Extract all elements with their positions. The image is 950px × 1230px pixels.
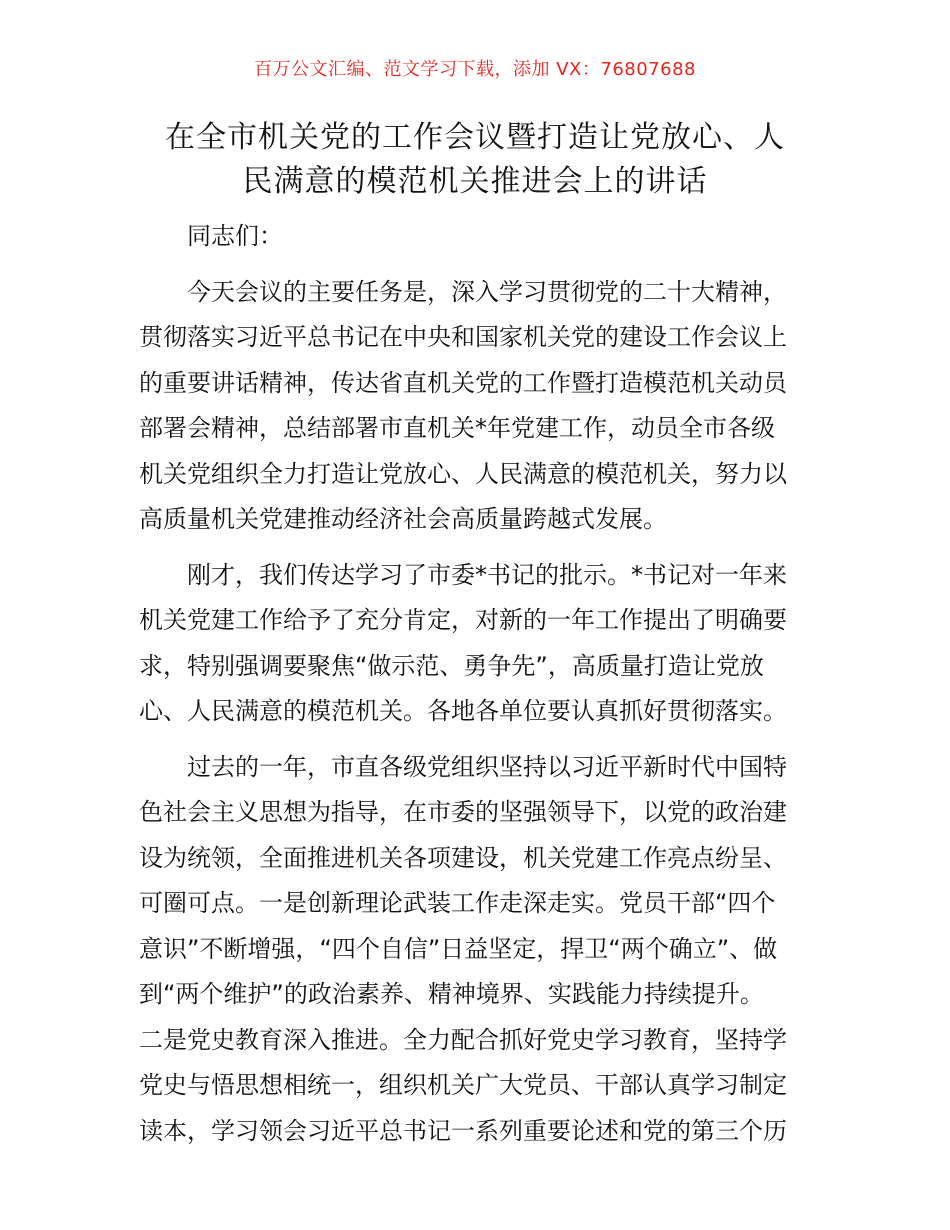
paragraph-line: 二是党史教育深入推进。全力配合抓好党史学习教育，坚持学 (139, 1025, 787, 1054)
paragraph-line: 到“两个维护”的政治素养、精神境界、实践能力持续提升。 (139, 980, 764, 1008)
document-body (139, 214, 813, 1154)
title-line-1: 在全市机关党的工作会议暨打造让党放心、人 (165, 120, 785, 155)
document-title (120, 116, 830, 204)
paragraph-line: 色社会主义思想为指导，在市委的坚强领导下，以党的政治建 (139, 798, 787, 826)
paragraph-line: 设为统领，全面推进机关各项建设，机关党建工作亮点纷呈、 (139, 843, 787, 872)
paragraph-1 (139, 270, 813, 543)
salutation: 同志们： (187, 222, 283, 250)
paragraph-line: 贯彻落实习近平总书记在中央和国家机关党的建设工作会议上 (139, 323, 787, 351)
paragraph-line: 过去的一年，市直各级党组织坚持以习近平新时代中国特 (187, 752, 787, 781)
paragraph-line: 部署会精神，总结部署市直机关*年党建工作，动员全市各级 (139, 414, 775, 442)
paragraph-2 (139, 553, 813, 735)
paragraph-line: 高质量机关党建推动经济社会高质量跨越式发展。 (139, 505, 667, 533)
paragraph-line: 的重要讲话精神，传达省直机关党的工作暨打造模范机关动员 (139, 368, 787, 397)
paragraph-line: 机关党建工作给予了充分肯定，对新的一年工作提出了明确要 (139, 606, 787, 634)
paragraph-line: 读本，学习领会习近平总书记一系列重要论述和党的第三个历 (139, 1116, 787, 1145)
paragraph-line: 刚才，我们传达学习了市委*书记的批示。*书记对一年来 (187, 560, 787, 589)
title-line-2: 民满意的模范机关推进会上的讲话 (242, 164, 708, 199)
paragraph-line: 机关党组织全力打造让党放心、人民满意的模范机关，努力以 (139, 459, 787, 488)
paragraph-line: 党史与悟思想相统一，组织机关广大党员、干部认真学习制定 (139, 1071, 787, 1099)
paragraph-3 (139, 745, 813, 1155)
paragraph-line: 求，特别强调要聚焦“做示范、勇争先”，高质量打造让党放 (139, 651, 764, 680)
paragraph-line: 可圈可点。一是创新理论武装工作走深走实。党员干部“四个 (139, 889, 776, 917)
paragraph-line: 今天会议的主要任务是，深入学习贯彻党的二十大精神， (187, 277, 787, 306)
header-banner: 百万公文汇编、范文学习下载，添加 VX：76807688 (254, 59, 696, 80)
paragraph-line: 意识”不断增强，“四个自信”日益坚定，捍卫“两个确立”、做 (139, 934, 778, 963)
paragraph-line: 心、人民满意的模范机关。各地各单位要认真抓好贯彻落实。 (139, 697, 787, 725)
